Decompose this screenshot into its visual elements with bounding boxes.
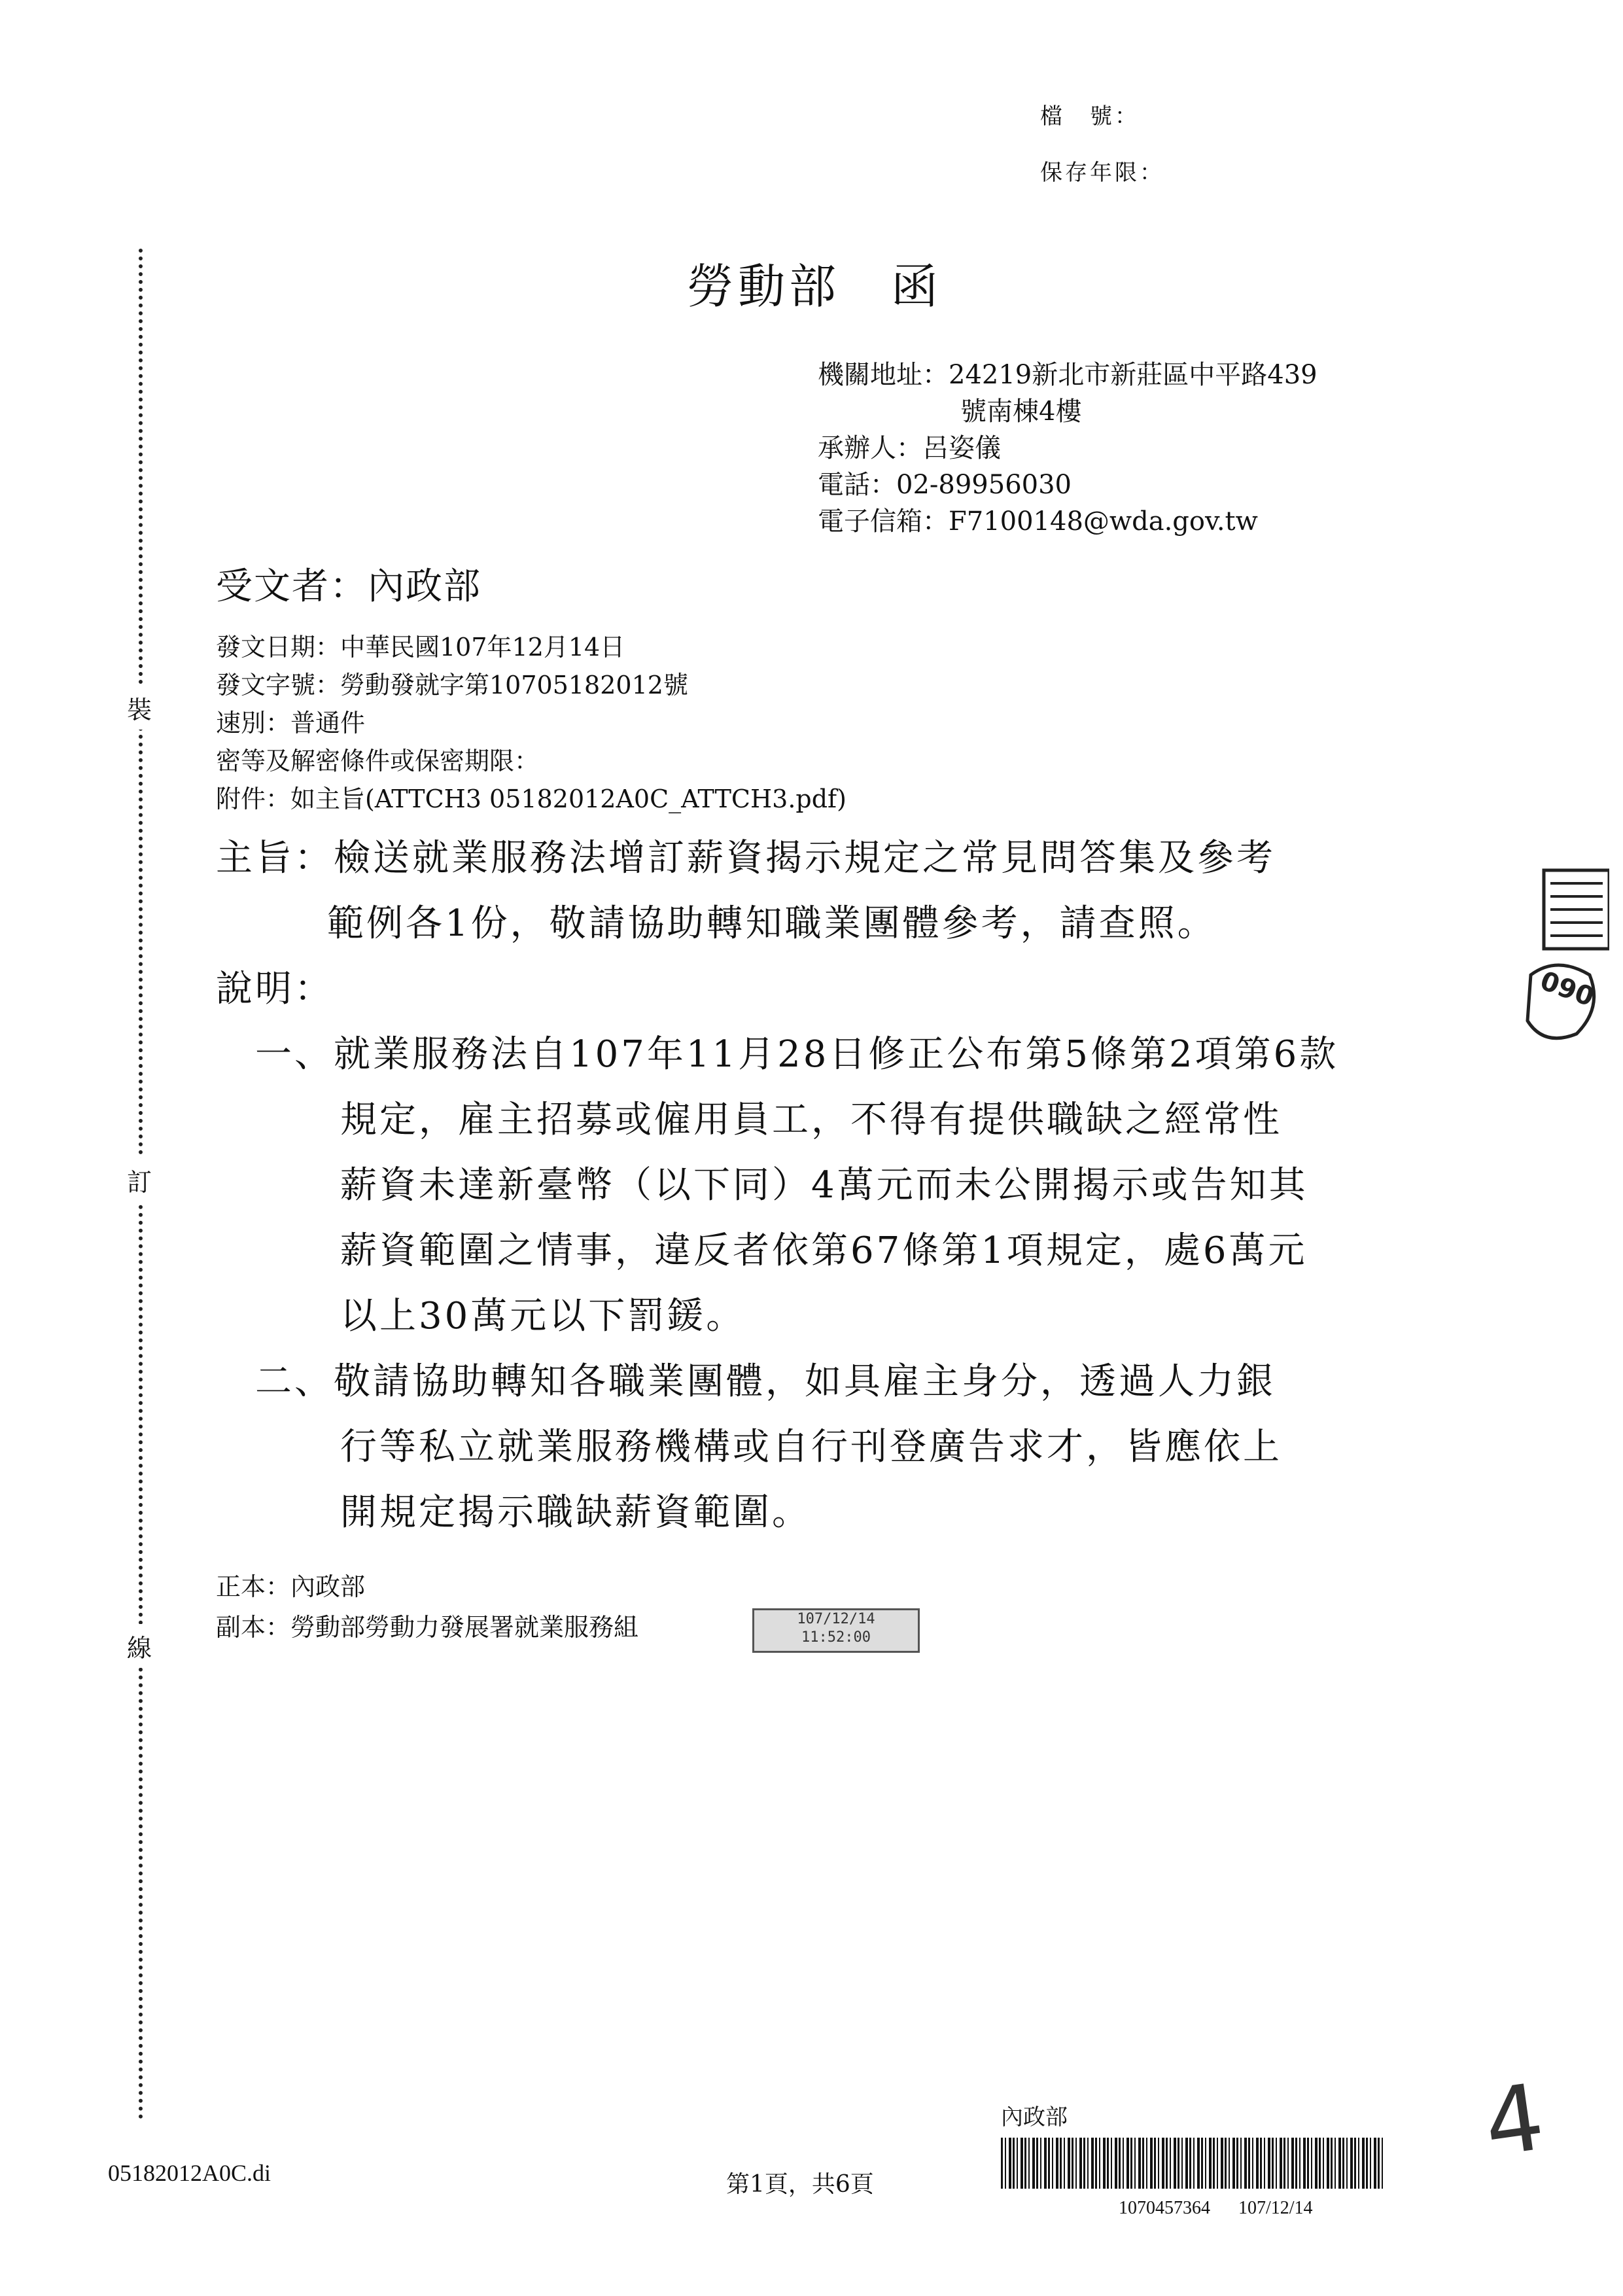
binding-label-xian: 線 [127, 1624, 152, 1668]
seal-text: 090 [1536, 965, 1598, 1013]
issue-date: 發文日期：中華民國107年12月14日 [216, 633, 625, 662]
received-time-stamp [752, 1608, 920, 1653]
page-number: 第1頁，共6頁 [726, 2171, 874, 2198]
file-number-label: 檔 號： [1040, 103, 1140, 130]
receipt-barcode-block [1001, 2099, 1384, 2219]
file-code: 05182012A0C.di [108, 2160, 271, 2186]
copy-recipient: 副本：勞動部勞動力發展署就業服務組 [216, 1613, 639, 1642]
original-recipient: 正本：內政部 [216, 1572, 366, 1601]
barcode-date: 107/12/14 [1238, 2198, 1313, 2218]
binding-label-ding: 訂 [127, 1158, 152, 1202]
delivery-speed: 速別：普通件 [216, 709, 366, 737]
barcode-image [1001, 2138, 1384, 2189]
handwritten-mark: 4 [1478, 2064, 1550, 2178]
explanation-line: 以上30萬元以下罰鍰。 [340, 1295, 746, 1337]
document-info [216, 628, 846, 818]
stamp-date: 107/12/14 [797, 1611, 875, 1627]
side-seal-stamp [1518, 864, 1609, 1060]
subject-line: 主旨：檢送就業服務法增訂薪資揭示規定之常見問答集及參考 [216, 837, 1276, 879]
explanation-item-2 [255, 1349, 1282, 1545]
barcode-caption [1001, 2198, 1384, 2219]
explanation-line: 薪資範圍之情事，違反者依第67條第1項規定，處6萬元 [340, 1229, 1308, 1272]
retention-period-label: 保存年限： [1040, 160, 1164, 186]
explanation-item-1 [255, 1022, 1338, 1349]
stamp-time: 11:52:00 [801, 1629, 871, 1646]
barcode-receiver: 內政部 [1001, 2104, 1068, 2130]
agency-address-line2: 號南棟4樓 [960, 397, 1082, 427]
handler: 承辦人：呂姿儀 [818, 433, 1001, 463]
phone: 電話：02-89956030 [818, 470, 1072, 500]
recipient: 受文者：內政部 [216, 565, 481, 608]
explanation-line: 規定，雇主招募或僱用員工，不得有提供職缺之經常性 [340, 1099, 1282, 1141]
attachment: 附件：如主旨(ATTCH3 05182012A0C_ATTCH3.pdf) [216, 785, 846, 813]
subject-line: 範例各1份，敬請協助轉知職業團體參考，請查照。 [327, 902, 1217, 945]
explanation-heading: 說明： [216, 968, 334, 1010]
document-title: 勞動部 函 [687, 259, 943, 314]
explanation-line: 行等私立就業服務機構或自行刊登廣告求才，皆應依上 [340, 1426, 1282, 1468]
security-level: 密等及解密條件或保密期限： [216, 747, 540, 775]
binding-label-zhuang: 裝 [127, 686, 152, 730]
explanation-line: 二、敬請協助轉知各職業團體，如具雇主身分，透過人力銀 [255, 1360, 1276, 1403]
barcode-number: 1070457364 [1119, 2198, 1210, 2218]
explanation-line: 薪資未達新臺幣（以下同）4萬元而未公開揭示或告知其 [340, 1164, 1308, 1207]
explanation-line: 開規定揭示職缺薪資範圍。 [340, 1491, 811, 1534]
distribution-list [216, 1566, 638, 1648]
explanation-line: 一、就業服務法自107年11月28日修正公布第5條第2項第6款 [255, 1033, 1339, 1076]
subject [216, 826, 1276, 957]
email: 電子信箱：F7100148@wda.gov.tw [818, 506, 1258, 537]
issue-number: 發文字號：勞動發就字第10705182012號 [216, 671, 688, 699]
agency-address-line1: 機關地址：24219新北市新莊區中平路439 [818, 360, 1318, 390]
contact-block [818, 357, 1318, 540]
seal-pattern [1550, 883, 1603, 936]
